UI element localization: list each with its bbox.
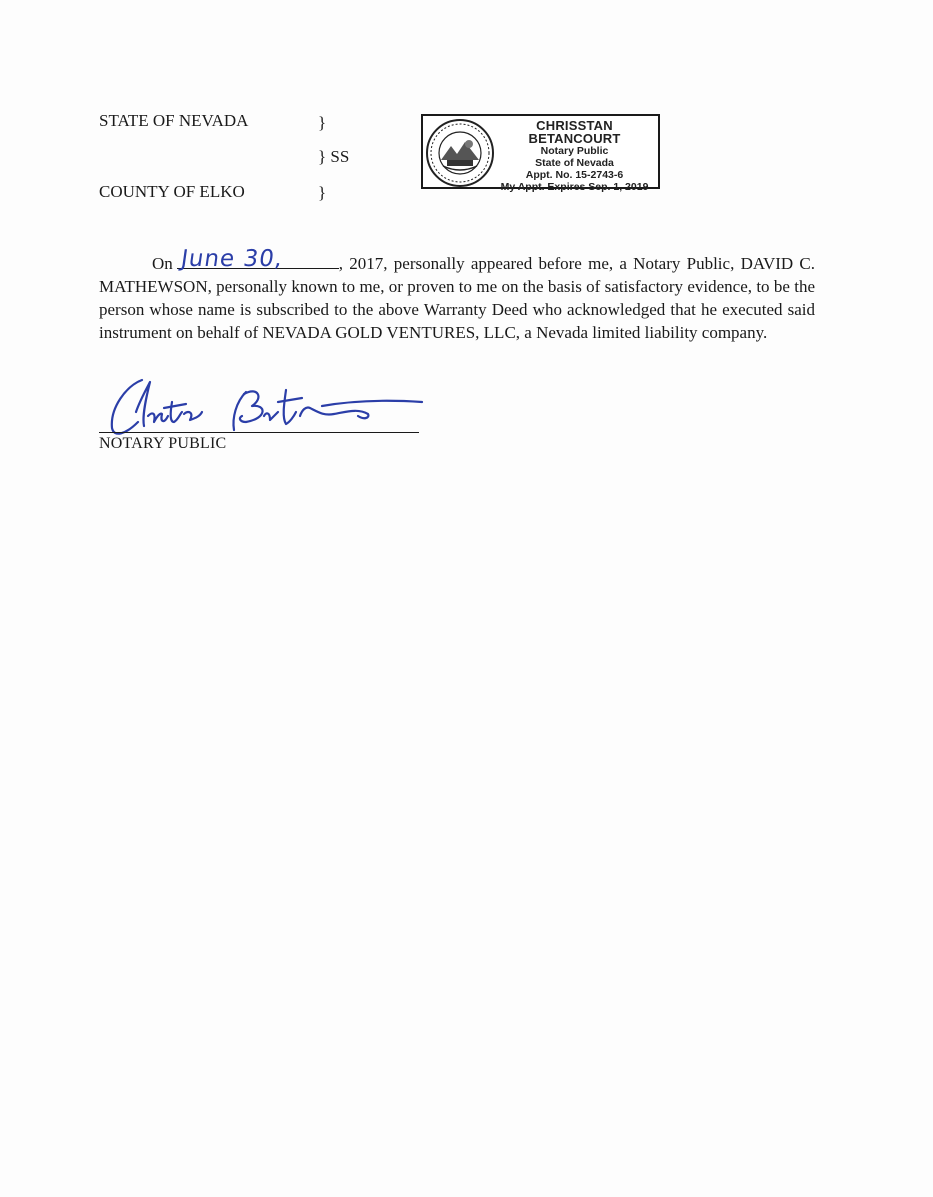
stamp-title: Notary Public	[540, 145, 609, 157]
venue-brace-bottom: }	[318, 183, 327, 202]
stamp-appointment-number: Appt. No. 15-2743-6	[525, 169, 624, 181]
acknowledgment-paragraph	[99, 246, 815, 344]
signature-line	[99, 432, 419, 433]
stamp-state: State of Nevada	[535, 157, 614, 169]
ack-body: , 2017, personally appeared before me, a Notary Public, DAVID C. MATHEWSON, personally known to me, or proven to me on the basis of satisfactory evidence, to be the person whose name is subscribed to the above Warranty Deed who acknowledged that he executed said instrument on behalf of NEVADA GOLD VENTURES, LLC, a Nevada limited liability company.	[99, 254, 815, 342]
notary-stamp	[421, 114, 660, 193]
stamp-notary-name: CHRISSTAN BETANCOURT	[528, 118, 621, 146]
county-of-venue: COUNTY OF ELKO	[99, 182, 245, 201]
state-of-venue: STATE OF NEVADA	[99, 111, 249, 130]
notary-public-label: NOTARY PUBLIC	[99, 435, 227, 452]
venue-brace-ss: } SS	[318, 147, 350, 166]
handwritten-date: June 30,	[179, 246, 285, 272]
date-blank	[177, 246, 339, 272]
venue-brace-top: }	[318, 113, 327, 132]
ack-on: On	[152, 254, 173, 273]
nevada-state-seal-icon	[425, 118, 495, 188]
stamp-expiration: My Appt. Expires Sep. 1, 2019	[500, 181, 649, 193]
